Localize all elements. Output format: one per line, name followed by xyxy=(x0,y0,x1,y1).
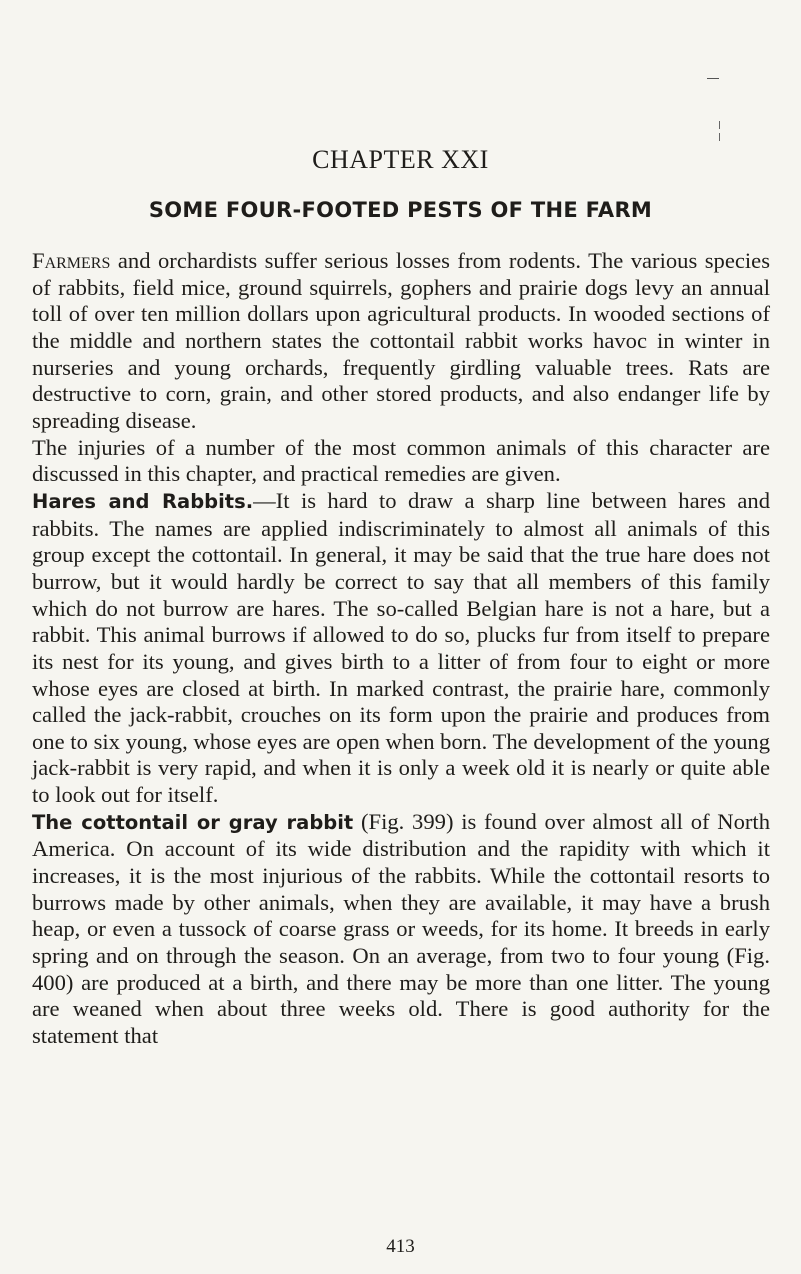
page-number: 413 xyxy=(386,1236,415,1257)
paragraph-text: (Fig. 399) is found over almost all of North America. On account of its wide distribution and the rapidity with which it increases, it is the most injurious of the rabbits. While the cottontail resorts to burrows made by other animals, when they are available, it may have a brush heap, or even a tussock of coarse grass or weeds, for its home. It breeds in early spring and on through the season. On an average, from two to four young (Fig. 400) are produced at a birth, and there may be more than one litter. The young are weaned when about three weeks old. There is good authority for the statement that xyxy=(32,808,770,1049)
lead-word: Farmers xyxy=(32,248,111,273)
margin-tick xyxy=(719,133,720,141)
paragraph-scope xyxy=(32,435,770,488)
section-head: Hares and Rabbits. xyxy=(32,489,254,513)
chapter-heading: CHAPTER XXI xyxy=(312,145,489,174)
body-text xyxy=(32,248,770,1050)
chapter-title: SOME FOUR-FOOTED PESTS OF THE FARM xyxy=(148,198,653,222)
section-head: The cottontail or gray rabbit xyxy=(32,810,354,834)
paragraph-hares-rabbits xyxy=(32,488,770,809)
margin-mark xyxy=(707,78,719,79)
paragraph-text: The injuries of a number of the most common animals of this character are discussed in this chapter, and practical remedies are given. xyxy=(32,434,770,487)
paragraph-cottontail xyxy=(32,809,770,1050)
paragraph-intro xyxy=(32,248,770,435)
paragraph-text: —It is hard to draw a sharp line between hares and rabbits. The names are applied indiscriminately to almost all animals of this group except the cottontail. In general, it may be said that the true hare does not burrow, but it would hardly be correct to say that all members of this family which do not burrow are hares. The so-called Belgian hare is not a hare, but a rabbit. This animal burrows if allowed to do so, plucks fur from itself to prepare its nest for its young, and gives birth to a litter of from four to eight or more whose eyes are closed at birth. In marked contrast, the prairie hare, commonly called the jack-rabbit, crouches on its form upon the prairie and produces from one to six young, whose eyes are open when born. The development of the young jack-rabbit is very rapid, and when it is only a week old it is nearly or quite able to look out for itself. xyxy=(32,487,770,808)
margin-tick xyxy=(719,121,720,129)
paragraph-text: and orchardists suffer serious losses from rodents. The various species of rabbits, field mice, ground squirrels, gophers and prairie dogs levy an annual toll of over ten million dollars upon agricultural products. In wooded sections of the middle and northern states the cottontail rabbit works havoc in winter in nurseries and young orchards, frequently girdling valuable trees. Rats are destructive to corn, grain, and other stored products, and also endanger life by spreading disease. xyxy=(32,248,770,433)
